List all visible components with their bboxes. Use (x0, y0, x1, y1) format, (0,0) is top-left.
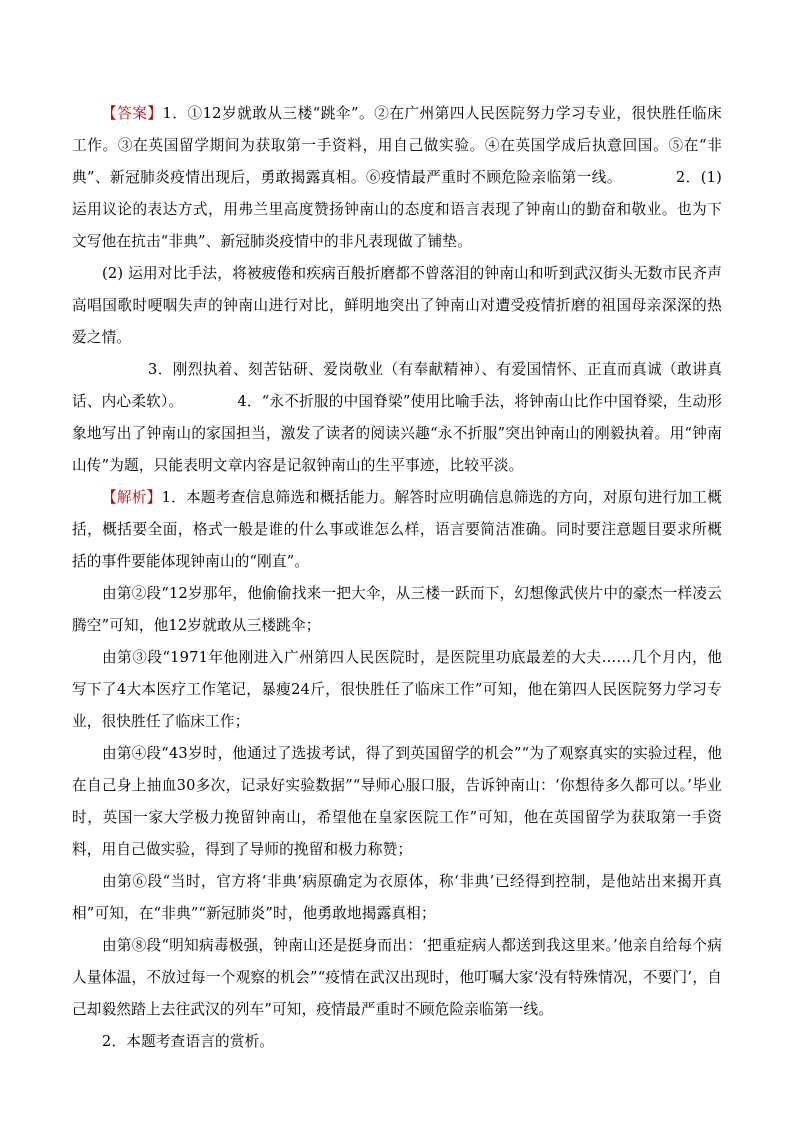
answer-item-3-text: 3．刚烈执着、刻苦钻研、爱岗敬业（有奉献精神）、有爱国情怀、正直而真诚（敢讲真话、内心柔软）。 (72, 361, 722, 410)
analysis-paragraph-1 (72, 482, 722, 578)
analysis-tag: 【解析】 (102, 489, 162, 506)
analysis-item-1-text: 1．本题考查信息筛选和概括能力。解答时应明确信息筛选的方向，对原句进行加工概括，概括要全面，格式一般是谁的什么事或谁怎么样，语言要简洁准确。同时要注意题目要求所概括的事件要能体现钟南山的“刚直”。 (72, 489, 722, 570)
analysis-paragraph-4: 由第④段“43岁时，他通过了选拔考试，得了到英国留学的机会”“为了观察真实的实验过程，他在自己身上抽血30多次，记录好实验数据”“导师心服口服，告诉钟南山：‘你想待多久都可以。’毕业时，英国一家大学极力挽留钟南山，希望他在皇家医院工作”可知，他在英国留学为获取第一手资料，用自己做实验，得到了导师的挽留和极力称赞； (72, 745, 722, 858)
analysis-paragraph-7: 2．本题考查语言的赏析。 (102, 1033, 275, 1050)
analysis-paragraph-6: 由第⑧段“明知病毒极强，钟南山还是挺身而出：‘把重症病人都送到我这里来。’他亲自给每个病人量体温，不放过每一个观察的机会”“疫情在武汉出现时，他叮嘱大家‘没有特殊情况，不要门’，自己却毅然踏上去往武汉的列车”可知，疫情最严重时不顾危险亲临第一线。 (72, 937, 722, 1018)
answer-item-4-text: 4．“永不折服的中国脊梁”使用比喻手法，将钟南山比作中国脊梁，生动形象地写出了钟南山的家国担当，激发了读者的阅读兴趣“永不折服”突出钟南山的刚毅执着。用“钟南山传”为题，只能表明文章内容是记叙钟南山的生平事迹，比较平淡。 (72, 393, 722, 474)
answer-tag: 【答案】 (102, 105, 163, 122)
answer-paragraph-2: (2) 运用对比手法，将被疲倦和疾病百般折磨都不曾落泪的钟南山和听到武汉街头无数市民齐声高唱国歌时哽咽失声的钟南山进行对比，鲜明地突出了钟南山对遭受疫情折磨的祖国母亲深深的热爱之情。 (72, 265, 722, 346)
analysis-paragraph-3: 由第③段“1971年他刚进入广州第四人民医院时，是医院里功底最差的大夫……几个月内，他写下了4大本医疗工作笔记，暴瘦24斤，很快胜任了临床工作”可知，他在第四人民医院努力学习专业，很快胜任了临床工作； (72, 649, 722, 730)
answer-item-1-text: 1．①12岁就敢从三楼“跳伞”。②在广州第四人民医院努力学习专业，很快胜任临床工作。③在英国留学期间为获取第一手资料，用自己做实验。④在英国学成后执意回国。⑤在“非典”、新冠肺炎疫情出现后，勇敢揭露真相。⑥疫情最严重时不顾危险亲临第一线。 (72, 105, 722, 186)
answer-paragraph-3 (72, 354, 722, 482)
answer-item-2-1-text: 2．(1) 运用议论的表达方式，用弗兰里高度赞扬钟南山的态度和语言表现了钟南山的勤奋和敬业。也为下文写他在抗击“非典”、新冠肺炎疫情中的非凡表现做了铺垫。 (72, 169, 722, 250)
analysis-paragraph-5: 由第⑥段“当时，官方将‘非典’病原确定为衣原体，称‘非典’已经得到控制，是他站出来揭开真相”可知，在“非典”“新冠肺炎”时，他勇敢地揭露真相； (72, 873, 722, 922)
answer-paragraph-1 (72, 98, 722, 258)
analysis-paragraph-2: 由第②段“12岁那年，他偷偷找来一把大伞，从三楼一跃而下，幻想像武侠片中的豪杰一样凌云腾空”可知，他12岁就敢从三楼跳伞； (72, 585, 722, 634)
document-page (72, 98, 722, 1058)
